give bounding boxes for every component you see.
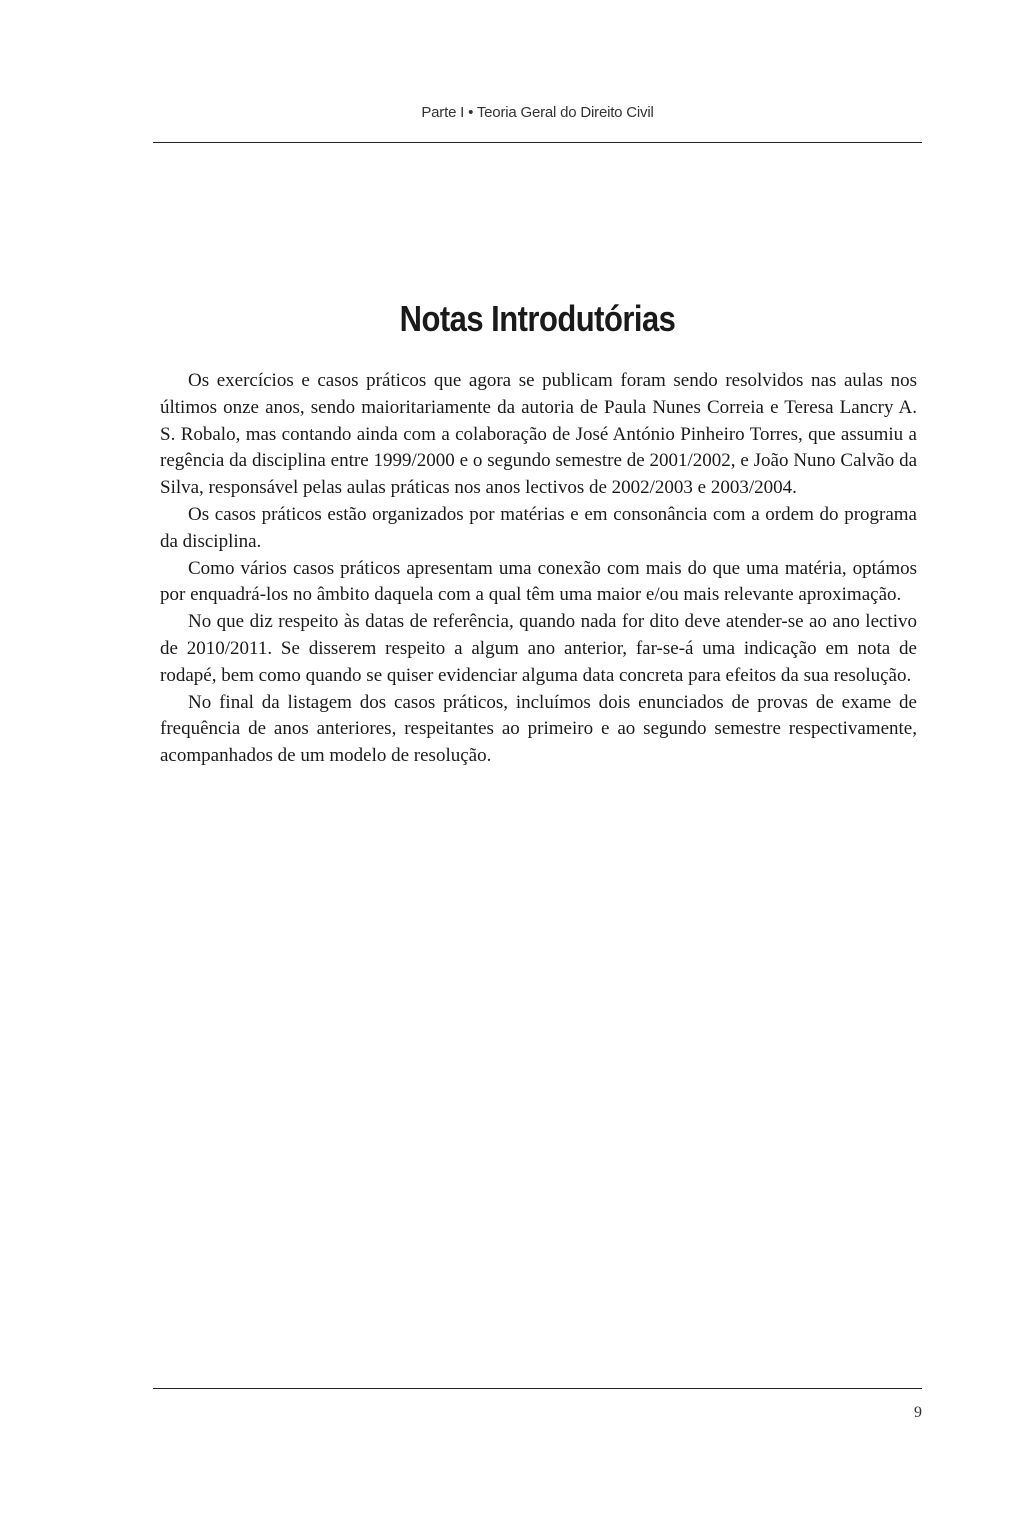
paragraph: No que diz respeito às datas de referência, quando nada for dito deve atender-se ao ano lectivo de 2010/2011. Se disserem respeito a algum ano anterior, far-se-á uma indicação em nota de rodapé, bem como quando se quiser evidenciar alguma data concreta para efeitos da sua resolução. [160, 611, 917, 686]
paragraph: Como vários casos práticos apresentam uma conexão com mais do que uma matéria, optámos por enquadrá-los no âmbito daquela com a qual têm uma maior e/ou mais relevante aproximação. [160, 557, 917, 606]
page-title: Notas Introdutórias [399, 298, 676, 339]
running-header: Parte I • Teoria Geral do Direito Civil [421, 104, 654, 121]
paragraph: Os exercícios e casos práticos que agora se publicam foram sendo resolvidos nas aulas nos últimos onze anos, sendo maioritariamente da autoria de Paula Nunes Correia e Teresa Lancry A. S. Robalo, mas contando ainda com a colaboração de José António Pinheiro Torres, que assumiu a regência da disciplina entre 1999/2000 e o segundo semestre de 2001/2002, e João Nuno Calvão da Silva, responsável pelas aulas práticas nos anos lectivos de 2002/2003 e 2003/2004. [160, 370, 917, 499]
paragraph: Os casos práticos estão organizados por matérias e em consonância com a ordem do programa da disciplina. [160, 503, 917, 552]
body-text [160, 368, 917, 770]
paragraph: No final da listagem dos casos práticos, incluímos dois enunciados de provas de exame de frequência de anos anteriores, respeitantes ao primeiro e ao segundo semestre respectivamente, acompanhados de um modelo de resolução. [160, 691, 917, 767]
footer-rule [153, 1388, 922, 1389]
header-rule [153, 142, 922, 143]
page-number: 9 [914, 1404, 922, 1421]
